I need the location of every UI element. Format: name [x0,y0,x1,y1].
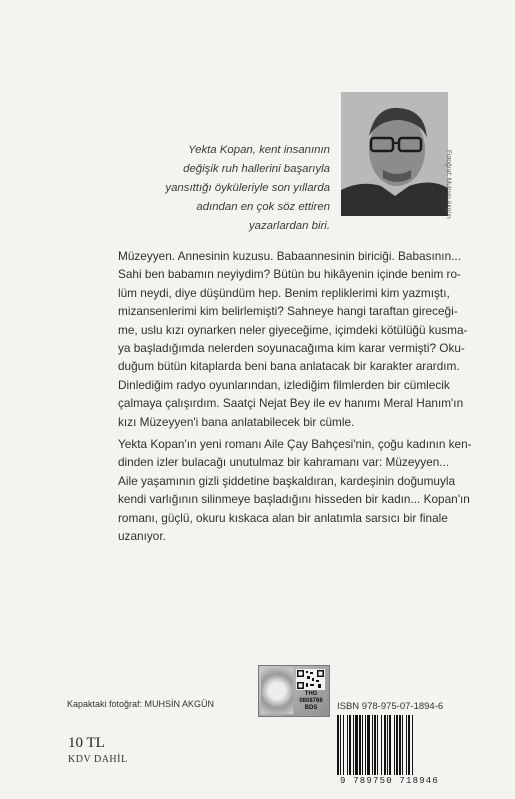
blurb-line: Müzeyyen. Annesinin kuzusu. Babaannesinin biriciği. Babasının... [118,249,461,263]
barcode-bar [387,715,388,775]
barcode-bar [396,715,398,775]
barcode-bar [402,715,403,775]
blurb-line: lüm neydi, diye düşündüm hep. Benim repliklerimi kim yazmıştı, [118,285,450,300]
barcode-bar [394,715,395,775]
hologram-icon [261,668,293,714]
blurb-text [118,247,472,546]
price: 10 TL [68,735,105,751]
barcode-bar [359,715,361,775]
barcode-bar [377,715,378,775]
barcode-bar [408,715,410,775]
bandrol-stamp [258,665,330,717]
author-caption [150,141,330,236]
barcode-bar [337,715,339,775]
blurb-line: ya başladığımda nelerden soyunacağıma kim karar vermişti? Oku- [118,341,465,356]
barcode-bar [389,715,391,775]
barcode-bar [367,715,370,775]
isbn: ISBN 978-975-07-1894-6 [337,701,444,712]
blurb-line: uzanıyor. [118,529,166,544]
barcode-bar [349,715,351,775]
blurb-line: Dinlediğim radyo oyunlarından, izlediğim filmlerden bir cümlecik [118,377,450,392]
barcode-digits: 9 789750 718946 [340,776,440,786]
photo-credit: Fotoğraf: Muhsin Akgün [445,150,452,219]
author-caption-line: yansıttığı öyküleriyle son yıllarda [165,182,330,194]
author-photo [341,92,448,216]
barcode-bar [365,715,366,775]
barcode-bar [343,715,344,775]
blurb-line: kızı Müzeyyen'i bana anlatabilecek bir cümle. [118,414,355,429]
blurb-line: mizansenlerimi kim belirlemişti? Sahneye hangi taraftan gireceği- [118,304,458,319]
author-caption-line: adından en çok söz ettiren [196,201,330,213]
blurb-line: dinden izler bulacağı unutulmaz bir kahramanı var: Müzeyyen... [118,455,450,470]
barcode-bar [412,715,413,775]
barcode-bar [362,715,363,775]
cover-photo-credit: Kapaktaki fotoğraf: MUHSİN AKGÜN [67,699,215,709]
blurb-line: Aile yaşamının gizli şiddetine başkaldıran, kardeşinin doğumuyla [118,473,456,488]
blurb-line: çalmaya çalışırdım. Saatçi Nejat Bey ile ev hanımı Meral Hanım'ın [118,396,464,411]
blurb-line: Sahi ben babamın neyiydim? Bütün bu hikâyenin içinde benim ro- [118,267,461,282]
barcode-bar [381,715,382,775]
barcode-bar [372,715,373,775]
author-portrait-illustration [341,92,448,216]
barcode-bar [384,715,386,775]
qr-code-icon [296,669,325,690]
barcode-icon [335,715,452,775]
barcode-bar [406,715,407,775]
barcode-bar [353,715,354,775]
blurb-line: duğum bütün kitaplarda beni bana anlatacak bir karakter arardım. [118,359,460,374]
author-caption-line: yazarlardan biri. [248,220,330,232]
blurb-line: me, uslu kızı oynarken neler giyeceğime, içimdeki kötülüğü kusma- [118,322,468,337]
barcode-bar [399,715,401,775]
barcode-bar [374,715,376,775]
blurb-line: Yekta Kopan'ın yeni romanı Aile Çay Bahçesi'nin, çoğu kadının ken- [118,437,472,452]
barcode-bar [347,715,348,775]
barcode-bar [340,715,341,775]
author-caption-line: değişik ruh hallerini başarıyla [183,163,330,175]
stamp-code: THG 0808766 BDS [299,691,323,711]
author-caption-line: Yekta Kopan, kent insanının [188,144,330,156]
barcode-bar [355,715,358,775]
blurb-line: kendi varlığının silinmeye başladığını hisseden bir kadın... Kopan'ın [118,492,470,507]
vat-note: KDV DAHİL [68,754,128,765]
blurb-line: romanı, güçlü, okuru kıskaca alan bir anlatımla sarsıcı bir finale [118,510,448,525]
